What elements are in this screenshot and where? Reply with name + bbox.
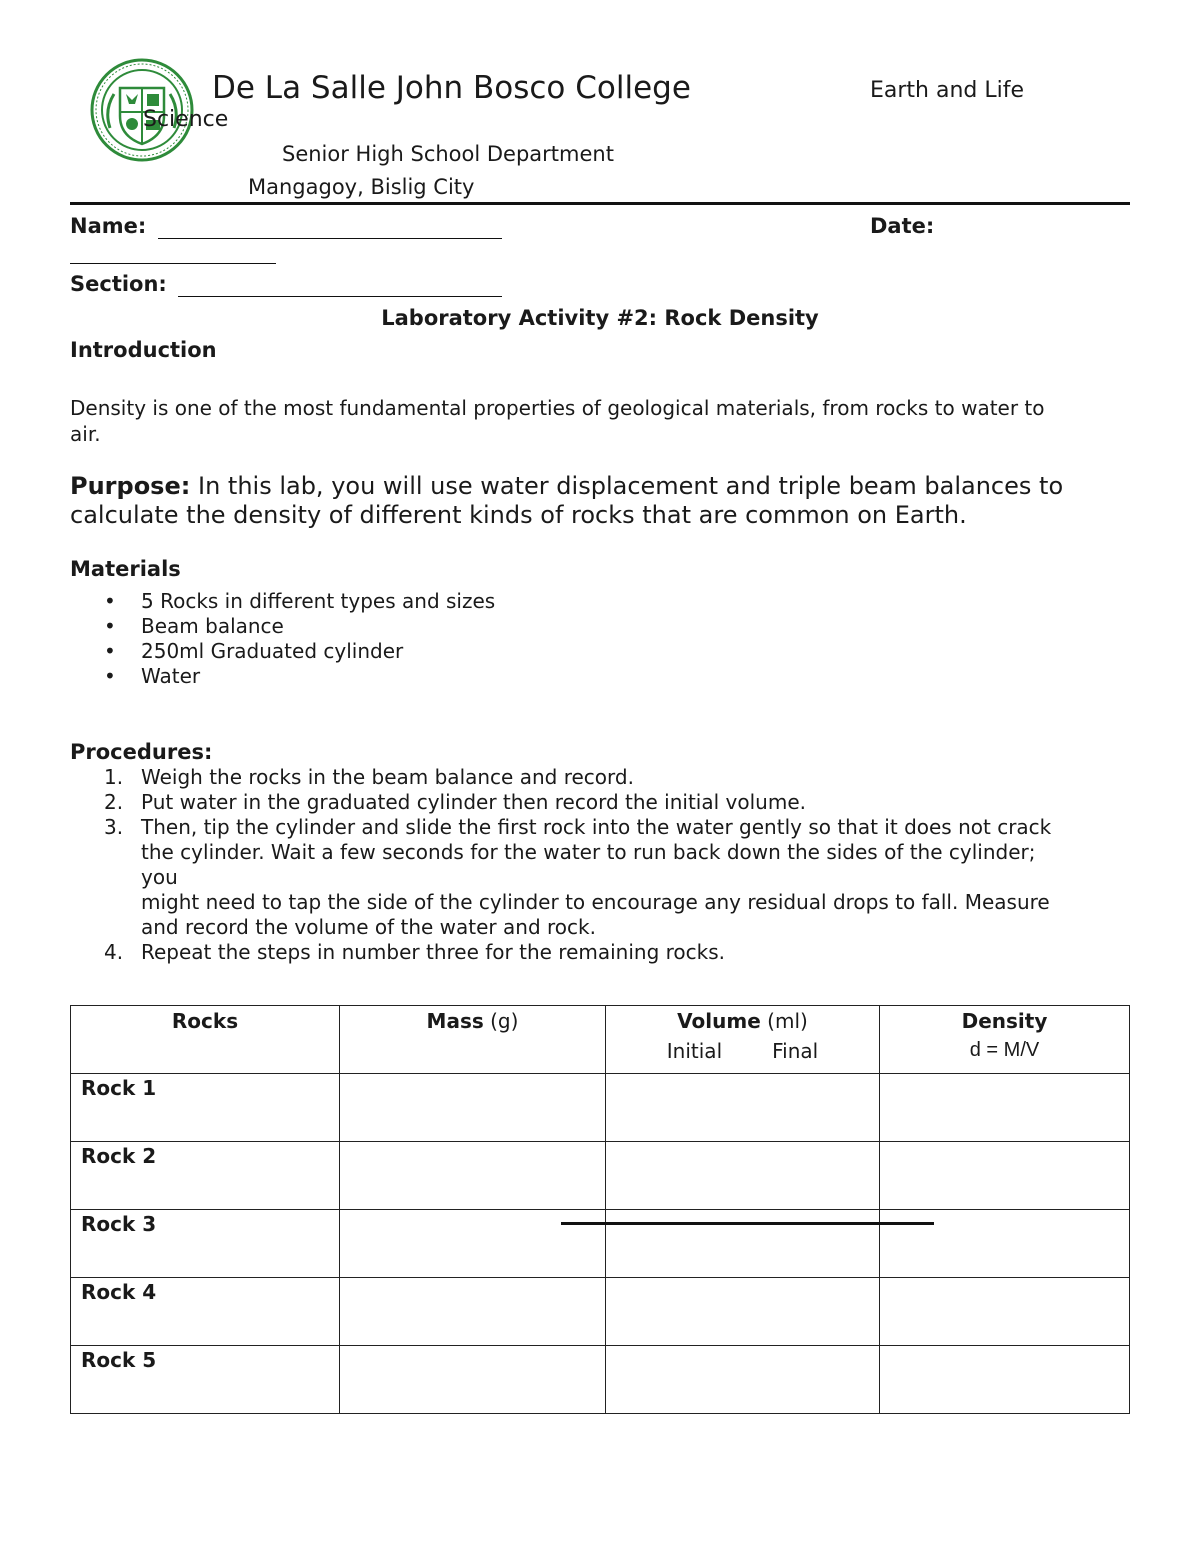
section-label: Section: [70,272,167,296]
purpose-text: In this lab, you will use water displacement and triple beam balances to calculate the density of different kinds of rocks that are common on Earth. [70,472,1064,529]
introduction-text-line2: air. [70,422,101,446]
procedure-step-3-line1: Then, tip the cylinder and slide the first rock into the water gently so that it does not crack [141,815,1052,839]
procedure-step-3-line4: might need to tap the side of the cylinder to encourage any residual drops to fall. Measure [141,890,1050,914]
table-header-row [71,1006,1130,1074]
mass-cell[interactable] [340,1278,606,1346]
header-divider [70,202,1130,205]
materials-item: 250ml Graduated cylinder [141,639,404,663]
volume-cell[interactable] [606,1210,880,1278]
activity-title: Laboratory Activity #2: Rock Density [381,306,819,330]
rock-density-table [70,1005,1130,1414]
mass-cell[interactable] [340,1346,606,1414]
rock-name: Rock 2 [71,1142,340,1210]
introduction-heading: Introduction [70,338,217,362]
procedures-heading: Procedures: [70,740,213,764]
procedure-step-3-line2: the cylinder. Wait a few seconds for the water to run back down the sides of the cylinder; [141,840,1036,864]
volume-cell[interactable] [606,1278,880,1346]
rock-name: Rock 1 [71,1074,340,1142]
density-formula: d = M/V [969,1039,1040,1061]
header-initial: Initial [666,1039,723,1063]
step-number: 1. [104,765,124,789]
purpose-paragraph [70,472,1130,530]
table-row [71,1074,1130,1142]
location: Mangagoy, Bislig City [248,175,475,199]
mass-cell[interactable] [340,1074,606,1142]
density-cell[interactable] [880,1278,1130,1346]
mass-cell[interactable] [340,1210,606,1278]
subject-name-line1: Earth and Life [870,78,1025,103]
date-label: Date: [870,214,935,238]
introduction-text-line1: Density is one of the most fundamental properties of geological materials, from rocks to water to [70,396,1045,420]
volume-cell[interactable] [606,1142,880,1210]
name-label: Name: [70,214,147,238]
step-number: 3. [104,815,124,839]
step-number: 4. [104,940,124,964]
volume-cell[interactable] [606,1074,880,1142]
materials-item: Beam balance [141,614,284,638]
table-row [71,1210,1130,1278]
date-field[interactable] [70,263,276,264]
procedure-step-3-line3: you [141,865,178,889]
table-row [71,1278,1130,1346]
bullet-icon: • [104,639,116,663]
purpose-label: Purpose: [70,472,191,500]
rock-name: Rock 4 [71,1278,340,1346]
department-name: Senior High School Department [282,142,614,166]
materials-item: Water [141,664,201,688]
header-final: Final [772,1039,819,1063]
header-volume: Volume (ml) Initial Final [606,1006,880,1074]
procedure-step-3-line5: and record the volume of the water and rock. [141,915,596,939]
materials-heading: Materials [70,557,181,581]
density-cell[interactable] [880,1346,1130,1414]
density-cell[interactable] [880,1074,1130,1142]
header-mass: Mass (g) [340,1006,606,1074]
table-row [71,1142,1130,1210]
density-cell[interactable] [880,1210,1130,1278]
rock-name: Rock 5 [71,1346,340,1414]
procedure-step-2: Put water in the graduated cylinder then record the initial volume. [141,790,806,814]
table-row [71,1346,1130,1414]
section-field[interactable] [178,296,502,297]
mass-cell[interactable] [340,1142,606,1210]
college-name: De La Salle John Bosco College [212,70,691,106]
header-density: Density d = M/V [880,1006,1130,1074]
step-number: 2. [104,790,124,814]
stray-line [561,1222,934,1225]
procedure-step-1: Weigh the rocks in the beam balance and record. [141,765,634,789]
subject-name-line2: Science [143,107,229,132]
materials-item: 5 Rocks in different types and sizes [141,589,496,613]
volume-cell[interactable] [606,1346,880,1414]
bullet-icon: • [104,589,116,613]
bullet-icon: • [104,614,116,638]
rock-name: Rock 3 [71,1210,340,1278]
density-cell[interactable] [880,1142,1130,1210]
procedure-step-4: Repeat the steps in number three for the remaining rocks. [141,940,726,964]
bullet-icon: • [104,664,116,688]
name-field[interactable] [158,238,502,239]
header-rocks: Rocks [71,1006,340,1074]
